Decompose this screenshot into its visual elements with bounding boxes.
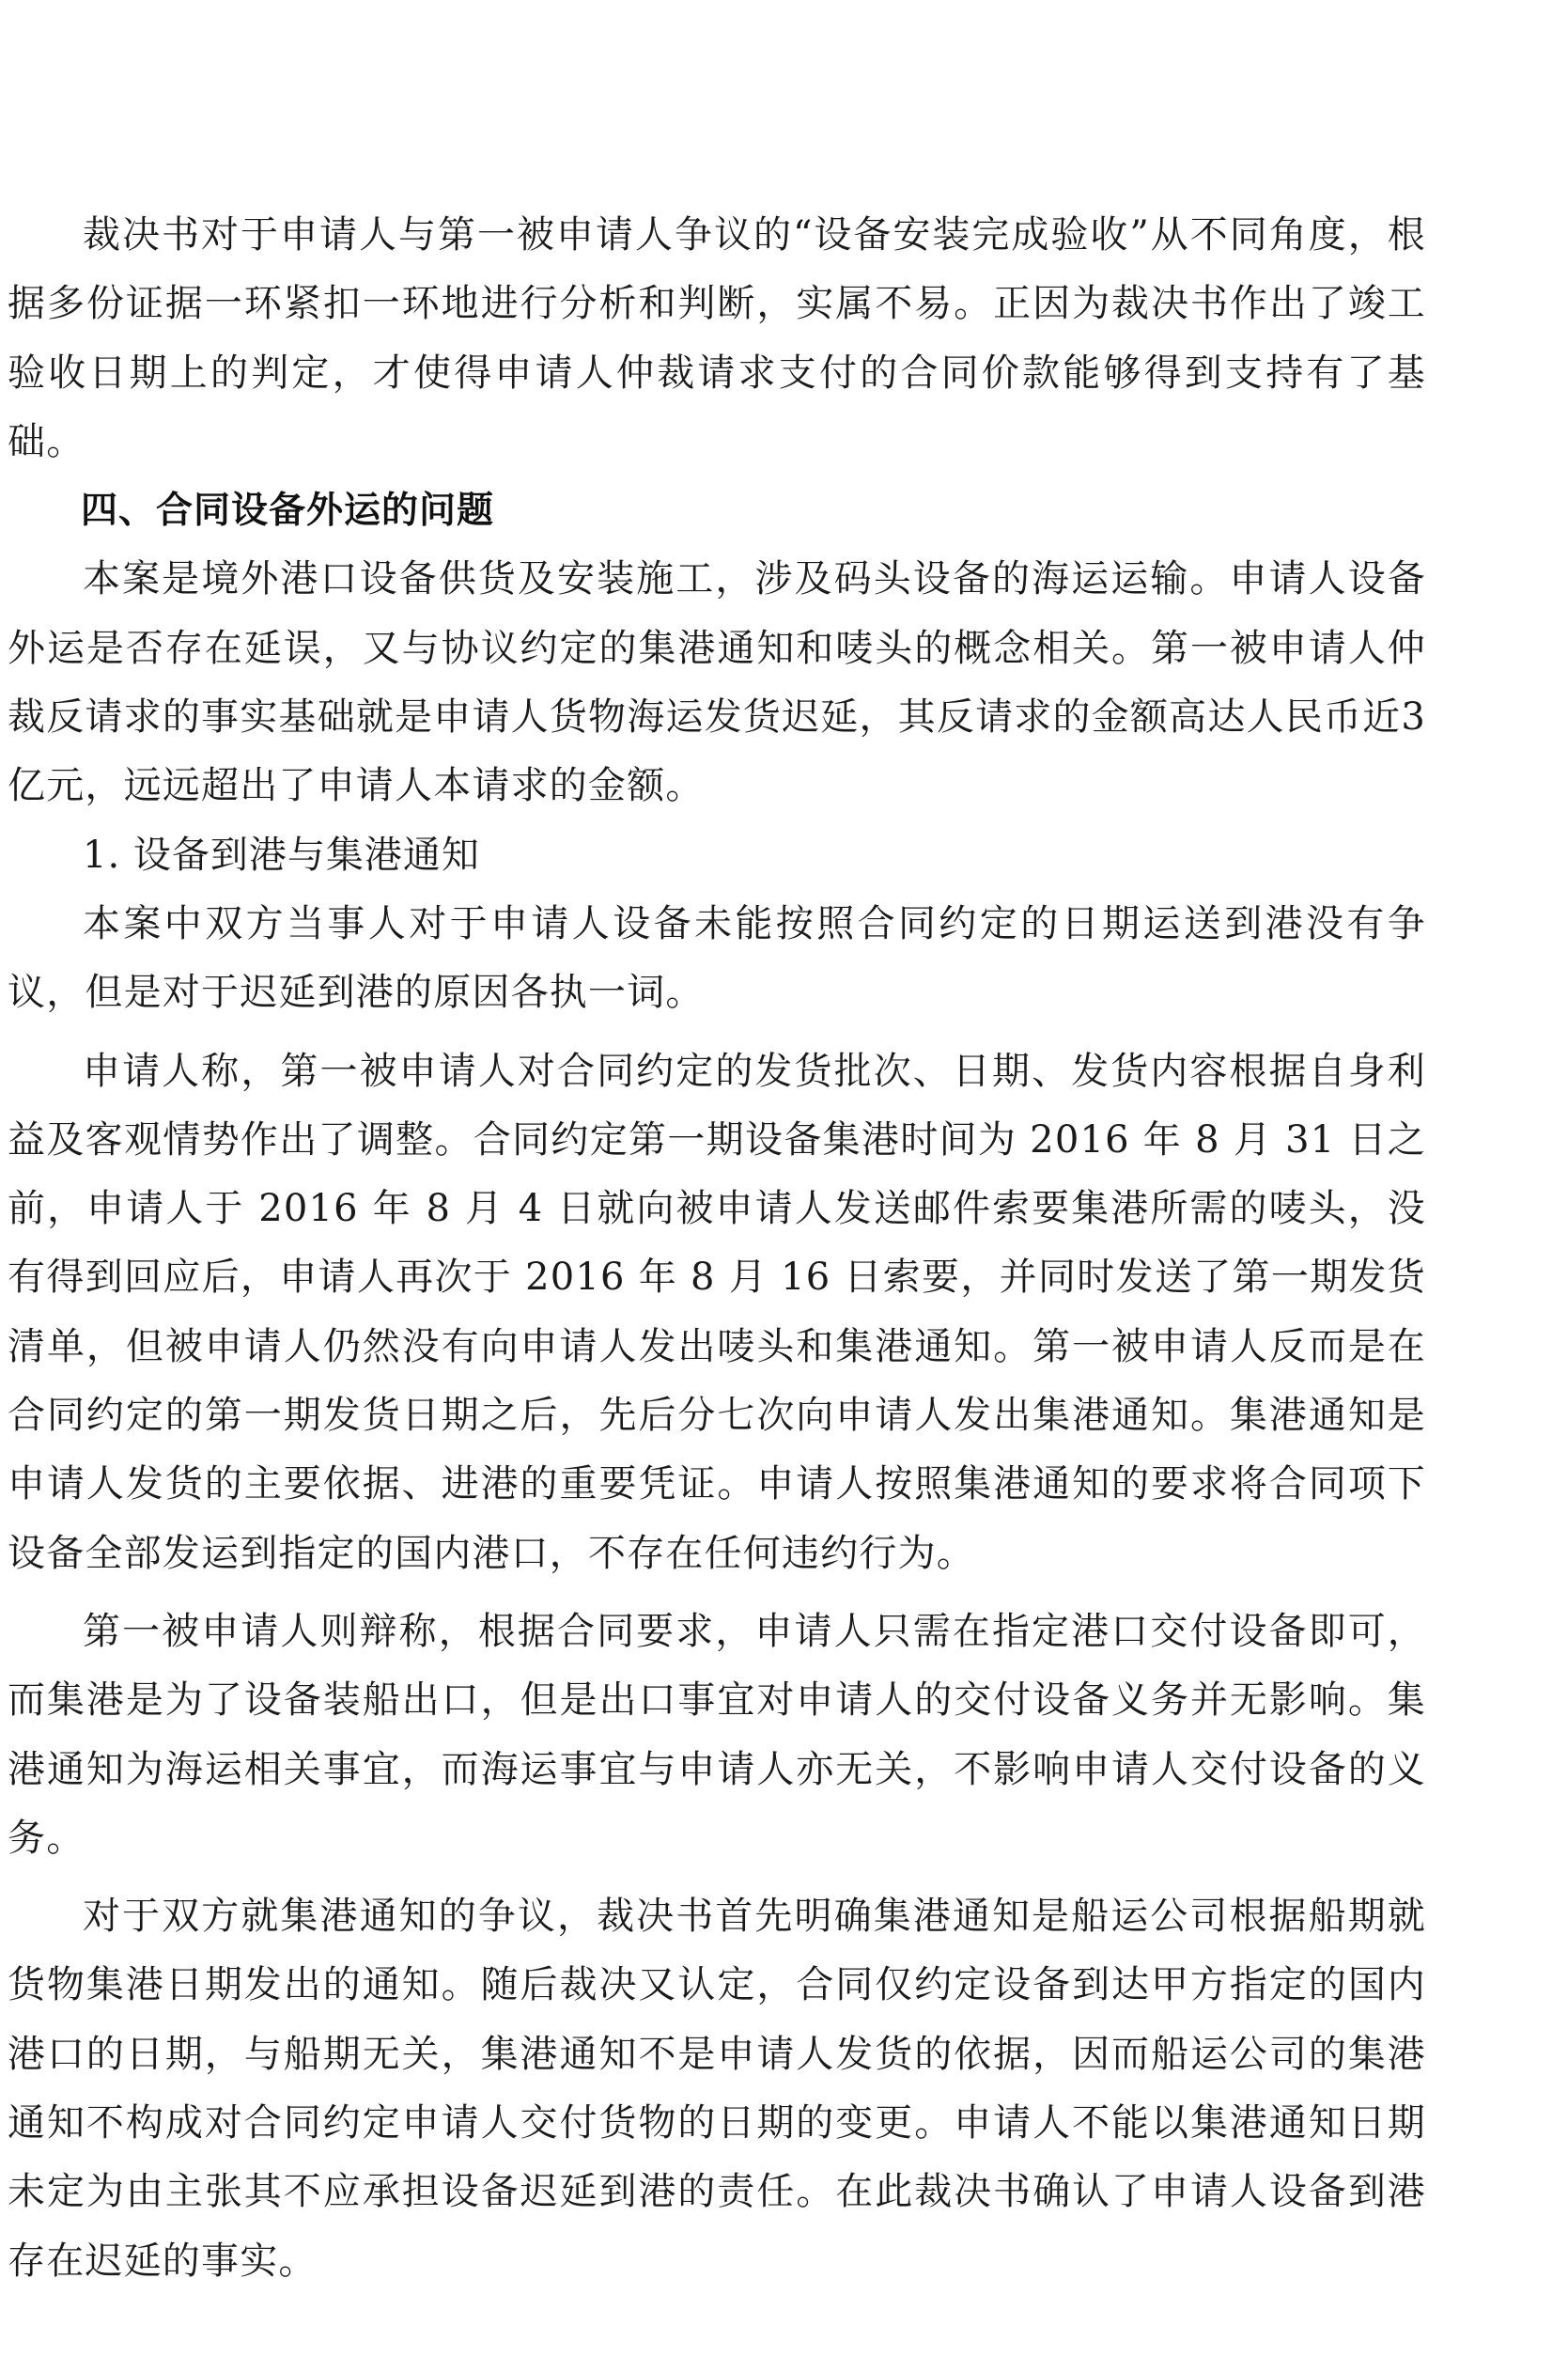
section-heading: 四、合同设备外运的问题 bbox=[81, 490, 495, 533]
paragraph-spacer bbox=[8, 1873, 1426, 1882]
paragraph-respondent-defense: 第一被申请人则辩称，根据合同要求，申请人只需在指定港口交付设备即可，而集港是为了设备装船出口，但是出口事宜对申请人的交付设备义务并无影响。集港通知为海运相关事宜，而海运事宜与申请人亦无关，不影响申请人交付设备的义务。 bbox=[8, 1609, 1426, 1860]
paragraph-dispute: 本案中双方当事人对于申请人设备未能按照合同约定的日期运送到港没有争议，但是对于迟延到港的原因各执一词。 bbox=[8, 901, 1426, 1015]
paragraph-spacer bbox=[8, 1588, 1426, 1598]
paragraph-applicant-claim: 申请人称，第一被申请人对合同约定的发货批次、日期、发货内容根据自身利益及客观情势作出了调整。合同约定第一期设备集港时间为 2016 年 8 月 31 日之前，申请人于 2016 年 8 月 4 日就向被申请人发送邮件索要集港所需的唛头，没有得到回应后，申请人再次于 2016 年 8 月 16 日索要，并同时发送了第一期发货清单，但被申请人仍然没有向申请人发出唛头和集港通知。第一被申请人反而是在合同约定的第一期发货日期之后，先后分七次向申请人发出集港通知。集港通知是申请人发货的主要依据、进港的重要凭证。申请人按照集港通知的要求将合同项下设备全部发运到指定的国内港口，不存在任何违约行为。 bbox=[8, 1049, 1426, 1575]
paragraph-spacer bbox=[8, 1028, 1426, 1038]
paragraph-intro: 裁决书对于申请人与第一被申请人争议的“设备安装完成验收”从不同角度，根据多份证据一环紧扣一环地进行分析和判断，实属不易。正因为裁决书作出了竣工验收日期上的判定，才使得申请人仲裁请求支付的合同价款能够得到支持有了基础。 bbox=[8, 213, 1426, 463]
paragraph-case-background: 本案是境外港口设备供货及安装施工，涉及码头设备的海运运输。申请人设备外运是否存在延误，又与协议约定的集港通知和唛头的概念相关。第一被申请人仲裁反请求的事实基础就是申请人货物海运发货迟延，其反请求的金额高达人民币近3亿元，远远超出了申请人本请求的金额。 bbox=[8, 557, 1426, 808]
document-body bbox=[8, 201, 1426, 2296]
subheading-equipment-arrival: 1. 设备到港与集港通知 bbox=[83, 833, 480, 877]
paragraph-award-finding: 对于双方就集港通知的争议，裁决书首先明确集港通知是船运公司根据船期就货物集港日期发出的通知。随后裁决又认定，合同仅约定设备到达甲方指定的国内港口的日期，与船期无关，集港通知不是申请人发货的依据，因而船运公司的集港通知不构成对合同约定申请人交付货物的日期的变更。申请人不能以集港通知日期未定为由主张其不应承担设备迟延到港的责任。在此裁决书确认了申请人设备到港存在迟延的事实。 bbox=[8, 1895, 1426, 2283]
